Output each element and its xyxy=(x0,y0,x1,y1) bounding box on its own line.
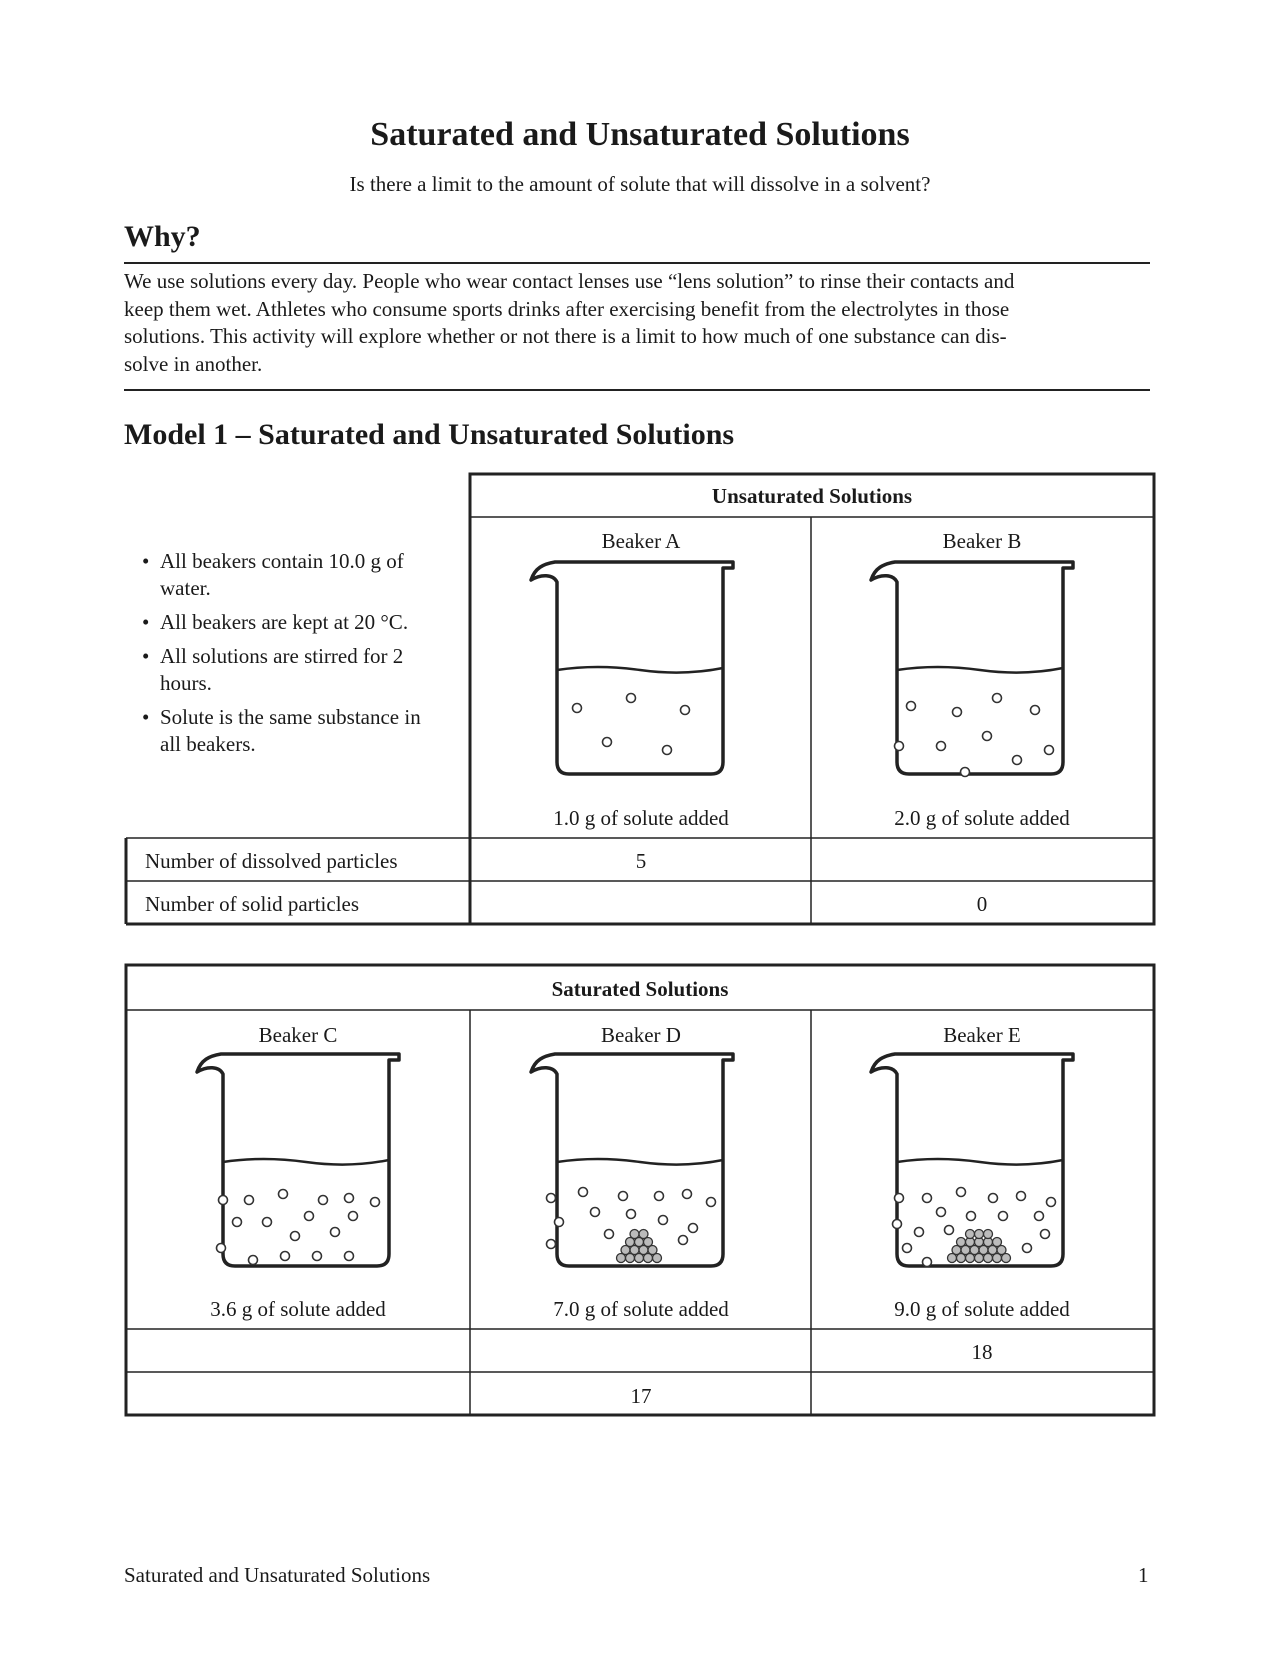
dissolved-particle xyxy=(233,1218,242,1227)
dissolved-particle xyxy=(953,708,962,717)
note-line: water. xyxy=(160,576,211,600)
dissolved-particle xyxy=(937,742,946,751)
dissolved-particle xyxy=(605,1230,614,1239)
why-line: keep them wet. Athletes who consume sports drinks after exercising benefit from the electrolytes in those xyxy=(124,296,1010,321)
dissolved-particle xyxy=(1047,1198,1056,1207)
why-line: solutions. This activity will explore whether or not there is a limit to how much of one substance can dis- xyxy=(124,324,1007,348)
dissolved-particle xyxy=(547,1194,556,1203)
beaker-c-icon xyxy=(197,1054,399,1266)
page-subtitle: Is there a limit to the amount of solute that will dissolve in a solvent? xyxy=(349,172,931,196)
dissolved-particle xyxy=(279,1190,288,1199)
dissolved-particle xyxy=(707,1198,716,1207)
note-line: All solutions are stirred for 2 xyxy=(160,644,404,668)
beaker-d-label: Beaker D xyxy=(601,1023,681,1047)
dissolved-particle xyxy=(1023,1244,1032,1253)
beaker-d-solid: 17 xyxy=(630,1384,652,1408)
dissolved-particle xyxy=(627,1210,636,1219)
dissolved-particle xyxy=(893,1220,902,1229)
dissolved-particle xyxy=(1041,1230,1050,1239)
beaker-c-caption: 3.6 g of solute added xyxy=(210,1297,386,1321)
note-line: Solute is the same substance in xyxy=(160,705,421,729)
dissolved-particle xyxy=(345,1252,354,1261)
dissolved-particle xyxy=(967,1212,976,1221)
dissolved-particle xyxy=(313,1252,322,1261)
bullet-icon: • xyxy=(142,644,150,668)
dissolved-particle xyxy=(957,1188,966,1197)
dissolved-particle xyxy=(983,732,992,741)
beaker-e-icon xyxy=(871,1054,1073,1267)
dissolved-particle xyxy=(961,768,970,777)
dissolved-particle xyxy=(603,738,612,747)
dissolved-particle xyxy=(679,1236,688,1245)
beaker-b-solid: 0 xyxy=(976,892,988,916)
unsaturated-header: Unsaturated Solutions xyxy=(711,484,913,508)
dissolved-particle xyxy=(907,702,916,711)
note-line: hours. xyxy=(160,671,212,695)
dissolved-particle xyxy=(663,746,672,755)
dissolved-particle xyxy=(895,742,904,751)
note-line: all beakers. xyxy=(160,732,256,756)
beaker-d-icon xyxy=(531,1054,733,1266)
liquid-surface xyxy=(897,1159,1063,1165)
dissolved-particle xyxy=(1035,1212,1044,1221)
dissolved-particle xyxy=(999,1212,1008,1221)
beaker-e-label: Beaker E xyxy=(943,1023,1021,1047)
note-line: All beakers are kept at 20 °C. xyxy=(160,610,409,634)
why-line: solve in another. xyxy=(124,351,263,376)
dissolved-particle xyxy=(331,1228,340,1237)
dissolved-particle xyxy=(291,1232,300,1241)
solid-particle xyxy=(975,1230,984,1239)
dissolved-particle xyxy=(945,1226,954,1235)
beaker-a-caption: 1.0 g of solute added xyxy=(553,806,729,830)
beaker-e-dissolved: 18 xyxy=(971,1340,993,1364)
dissolved-particle xyxy=(249,1256,258,1265)
liquid-surface xyxy=(557,667,723,673)
dissolved-particle xyxy=(371,1198,380,1207)
dissolved-particle xyxy=(659,1216,668,1225)
dissolved-particle xyxy=(683,1190,692,1199)
dissolved-particle xyxy=(555,1218,564,1227)
dissolved-particle xyxy=(681,706,690,715)
liquid-surface xyxy=(557,1159,723,1165)
beaker-d-caption: 7.0 g of solute added xyxy=(553,1297,729,1321)
why-heading: Why? xyxy=(124,220,201,253)
dissolved-particle xyxy=(319,1196,328,1205)
beaker-b-label: Beaker B xyxy=(942,529,1022,553)
dissolved-particle xyxy=(217,1244,226,1253)
dissolved-particle xyxy=(1045,746,1054,755)
footer-title: Saturated and Unsaturated Solutions xyxy=(124,1563,431,1587)
note-line: All beakers contain 10.0 g of xyxy=(160,549,404,573)
why-line: We use solutions every day. People who wear contact lenses use “lens solution” to rinse their contacts and xyxy=(124,269,1015,293)
dissolved-particle xyxy=(689,1224,698,1233)
solid-particle xyxy=(984,1230,993,1239)
row-label-dissolved: Number of dissolved particles xyxy=(145,849,398,873)
dissolved-particle xyxy=(903,1244,912,1253)
dissolved-particle xyxy=(349,1212,358,1221)
dissolved-particle xyxy=(547,1240,556,1249)
dissolved-particle xyxy=(989,1194,998,1203)
dissolved-particle xyxy=(627,694,636,703)
dissolved-particle xyxy=(245,1196,254,1205)
beaker-b-caption: 2.0 g of solute added xyxy=(894,806,1070,830)
model-heading: Model 1 – Saturated and Unsaturated Solutions xyxy=(124,418,735,451)
dissolved-particle xyxy=(591,1208,600,1217)
dissolved-particle xyxy=(923,1194,932,1203)
dissolved-particle xyxy=(937,1208,946,1217)
beaker-b-icon xyxy=(871,562,1073,777)
beaker-a-icon xyxy=(531,562,733,774)
dissolved-particle xyxy=(1013,756,1022,765)
dissolved-particle xyxy=(1031,706,1040,715)
dissolved-particle xyxy=(263,1218,272,1227)
dissolved-particle xyxy=(923,1258,932,1267)
page-title: Saturated and Unsaturated Solutions xyxy=(370,116,910,153)
beaker-e-caption: 9.0 g of solute added xyxy=(894,1297,1070,1321)
beaker-a-label: Beaker A xyxy=(601,529,681,553)
solid-particle xyxy=(630,1230,639,1239)
row-label-solid: Number of solid particles xyxy=(145,892,360,916)
dissolved-particle xyxy=(281,1252,290,1261)
dissolved-particle xyxy=(895,1194,904,1203)
solid-particle xyxy=(957,1238,966,1247)
dissolved-particle xyxy=(573,704,582,713)
dissolved-particle xyxy=(305,1212,314,1221)
dissolved-particle xyxy=(655,1192,664,1201)
solid-particle xyxy=(639,1230,648,1239)
dissolved-particle xyxy=(219,1196,228,1205)
liquid-surface xyxy=(897,667,1063,673)
bullet-icon: • xyxy=(142,549,150,573)
beaker-c-label: Beaker C xyxy=(258,1023,338,1047)
bullet-icon: • xyxy=(142,610,150,634)
dissolved-particle xyxy=(1017,1192,1026,1201)
dissolved-particle xyxy=(579,1188,588,1197)
solid-particle xyxy=(966,1230,975,1239)
saturated-header: Saturated Solutions xyxy=(551,977,729,1001)
dissolved-particle xyxy=(915,1228,924,1237)
page-number: 1 xyxy=(1138,1563,1149,1587)
dissolved-particle xyxy=(345,1194,354,1203)
liquid-surface xyxy=(223,1159,389,1165)
beaker-a-dissolved: 5 xyxy=(635,849,647,873)
dissolved-particle xyxy=(993,694,1002,703)
solid-particle xyxy=(993,1238,1002,1247)
dissolved-particle xyxy=(619,1192,628,1201)
bullet-icon: • xyxy=(142,705,150,729)
